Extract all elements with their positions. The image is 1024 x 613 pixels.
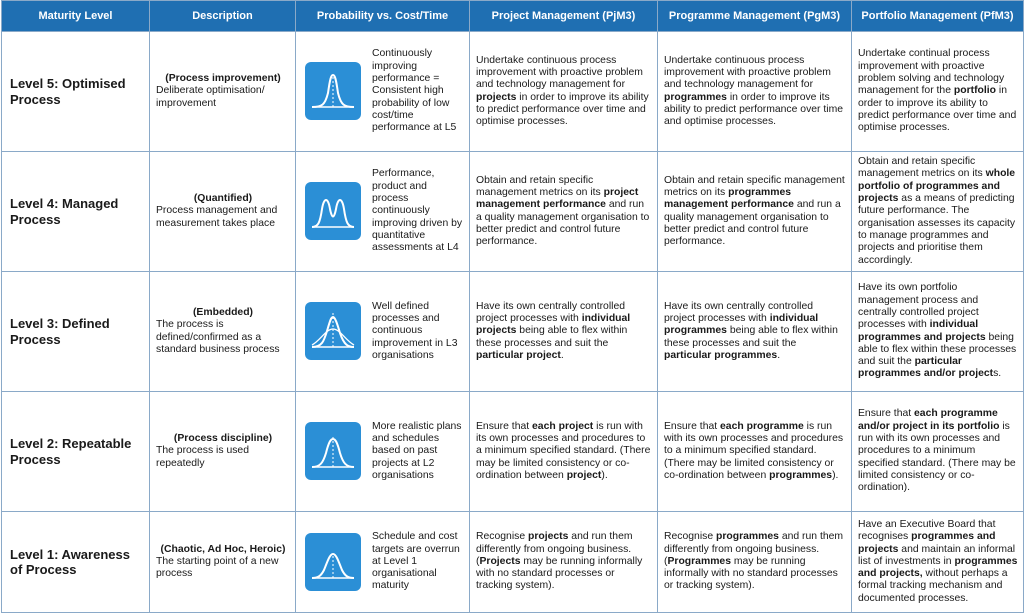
double-peak-curve-icon bbox=[304, 181, 362, 241]
cell-text: . bbox=[777, 349, 781, 361]
highlighted-text: programmes and projects bbox=[858, 531, 996, 555]
description-heading: (Chaotic, Ad Hoc, Heroic) bbox=[160, 543, 286, 555]
cell-text: in order to improve its ability to predict performance over time and optimise processes. bbox=[664, 91, 844, 128]
highlighted-text: individual programmes and projects bbox=[858, 319, 986, 343]
overlapping-curves-icon bbox=[304, 301, 362, 361]
cell-text: being able to flex within these processes and suit the bbox=[664, 325, 838, 349]
cell-text: and run a quality management organisation to better predict and control future performance. bbox=[664, 199, 841, 248]
header-probability: Probability vs. Cost/Time bbox=[296, 1, 470, 32]
highlighted-text: individual projects bbox=[476, 313, 631, 337]
maturity-level-cell: Level 1: Awareness of Process bbox=[2, 512, 150, 613]
cell-text: as a means of predicting future performance. The organisation assesses its capacity to manage programmes and projects and prioritise them accordingly. bbox=[858, 193, 1016, 266]
cell-text: Ensure that bbox=[858, 408, 915, 420]
maturity-level-cell: Level 4: Managed Process bbox=[2, 152, 150, 272]
portfolio-management-cell bbox=[852, 32, 1024, 152]
header-description: Description bbox=[150, 1, 296, 32]
cell-text: Undertake continuous process improvement with proactive problem and technology management for bbox=[664, 54, 831, 91]
programme-management-cell bbox=[658, 32, 852, 152]
cell-text: being able to flex within these processes and suit the bbox=[858, 331, 1017, 368]
header-programme-management: Programme Management (PgM3) bbox=[658, 1, 852, 32]
highlighted-text: portfolio bbox=[953, 85, 997, 97]
probability-text: Well defined processes and continuous improvement in L3 organisations bbox=[372, 300, 458, 361]
portfolio-management-cell bbox=[852, 392, 1024, 512]
cell-text: and run them differently from ongoing business. ( bbox=[664, 531, 844, 567]
portfolio-management-cell bbox=[852, 152, 1024, 272]
description-cell bbox=[150, 32, 296, 152]
header-portfolio-management: Portfolio Management (PfM3) bbox=[852, 1, 1024, 32]
description-text: The process is defined/confirmed as a standard business process bbox=[156, 319, 280, 355]
highlighted-text: programmes management performance bbox=[664, 186, 794, 211]
highlighted-text: each programme bbox=[720, 420, 804, 432]
highlighted-text: programmes bbox=[664, 91, 727, 103]
maturity-table bbox=[1, 0, 1024, 613]
cell-text: Recognise bbox=[476, 531, 528, 543]
cell-text: Undertake continuous process improvement with proactive problem and technology management for bbox=[476, 54, 643, 91]
bell-curve-icon bbox=[304, 421, 362, 481]
portfolio-management-cell bbox=[852, 272, 1024, 392]
probability-cell bbox=[296, 32, 470, 152]
programme-management-cell bbox=[658, 512, 852, 613]
highlighted-text: particular programmes and/or project bbox=[858, 356, 994, 380]
maturity-level-cell: Level 3: Defined Process bbox=[2, 272, 150, 392]
cell-text: Obtain and retain specific management metrics on its bbox=[476, 174, 604, 198]
table-row bbox=[2, 512, 1024, 613]
description-text: Process management and measurement takes place bbox=[156, 205, 278, 229]
cell-text: may be running informally with no standard processes or tracking system). bbox=[664, 555, 838, 592]
project-management-cell bbox=[470, 392, 658, 512]
cell-text: without perhaps a formal tracking mechanism and documented processes. bbox=[858, 568, 1008, 604]
table-row bbox=[2, 152, 1024, 272]
highlighted-text: individual programmes bbox=[664, 313, 819, 337]
probability-text: Performance, product and process continuously improving driven by quantitative assessments at L4 bbox=[372, 168, 463, 254]
cell-text: ). bbox=[832, 469, 839, 481]
highlighted-text: project management performance bbox=[476, 186, 639, 211]
maturity-level-cell: Level 2: Repeatable Process bbox=[2, 392, 150, 512]
highlighted-text: each project bbox=[532, 420, 594, 432]
project-management-cell bbox=[470, 152, 658, 272]
project-management-cell bbox=[470, 32, 658, 152]
probability-cell bbox=[296, 512, 470, 613]
cell-text: Have its own portfolio management process and centrally controlled project processes with bbox=[858, 282, 979, 331]
description-cell bbox=[150, 512, 296, 613]
cell-text: Have an Executive Board that recognises bbox=[858, 518, 996, 543]
description-cell bbox=[150, 272, 296, 392]
cell-text: is run with its own processes and procedures to a minimum specified standard. (There may be limited consistency or co-ordination between bbox=[664, 420, 844, 481]
description-text: Deliberate optimisation/ improvement bbox=[156, 85, 265, 109]
header-row bbox=[2, 1, 1024, 32]
description-text: The starting point of a new process bbox=[156, 555, 279, 580]
cell-text: Ensure that bbox=[664, 420, 721, 432]
probability-cell bbox=[296, 152, 470, 272]
probability-text: More realistic plans and schedules based on past projects at L2 organisations bbox=[372, 420, 462, 481]
highlighted-text: project bbox=[566, 469, 602, 481]
highlighted-text: Programmes bbox=[667, 555, 731, 567]
table-row bbox=[2, 392, 1024, 512]
probability-cell bbox=[296, 392, 470, 512]
highlighted-text: programmes and projects, bbox=[858, 555, 1018, 580]
programme-management-cell bbox=[658, 152, 852, 272]
highlighted-text: particular programmes bbox=[664, 349, 778, 361]
description-heading: (Process improvement) bbox=[165, 73, 281, 85]
highlighted-text: Projects bbox=[479, 555, 521, 567]
probability-text: Continuously improving performance = Consistent high probability of low cost/time performance at L5 bbox=[372, 48, 457, 134]
highlighted-text: each programme and/or project in its portfolio bbox=[858, 408, 1000, 432]
description-text: The process is used repeatedly bbox=[156, 445, 249, 469]
cell-text: Have its own centrally controlled project processes with bbox=[664, 300, 814, 325]
probability-cell bbox=[296, 272, 470, 392]
highlighted-text: whole portfolio of programmes and projects bbox=[858, 168, 1016, 205]
header-maturity-level: Maturity Level bbox=[2, 1, 150, 32]
probability-text: Schedule and cost targets are overrun at Level 1 organisational maturity bbox=[372, 531, 460, 592]
highlighted-text: programmes bbox=[715, 531, 779, 543]
table-row bbox=[2, 32, 1024, 152]
cell-text: and maintain an informal list of investments in bbox=[858, 543, 1016, 567]
project-management-cell bbox=[470, 512, 658, 613]
cell-text: Undertake continual process improvement with proactive problem solving and technology management for the bbox=[858, 48, 1005, 97]
highlighted-text: programmes bbox=[769, 469, 833, 481]
cell-text: being able to flex within these processes and suit the bbox=[476, 325, 628, 349]
cell-text: Obtain and retain specific management metrics on its bbox=[858, 156, 986, 180]
description-heading: (Process discipline) bbox=[173, 433, 273, 445]
cell-text: Ensure that bbox=[476, 420, 533, 432]
highlighted-text: projects bbox=[527, 531, 569, 543]
project-management-cell bbox=[470, 272, 658, 392]
description-heading: (Embedded) bbox=[192, 306, 254, 318]
table-row bbox=[2, 272, 1024, 392]
cell-text: is run with its own processes and procedures to a minimum specified standard. (There may be limited consistency or co-ordination between bbox=[476, 420, 651, 481]
portfolio-management-cell bbox=[852, 512, 1024, 613]
cell-text: in order to improve its ability to predict performance over time and optimise processes. bbox=[858, 85, 1017, 134]
maturity-level-cell: Level 5: Optimised Process bbox=[2, 32, 150, 152]
description-heading: (Quantified) bbox=[193, 193, 253, 205]
narrow-bell-curve-icon bbox=[304, 61, 362, 121]
description-cell bbox=[150, 152, 296, 272]
cell-text: and run a quality management organisation to better predict and control future performance. bbox=[476, 199, 650, 248]
highlighted-text: particular project bbox=[476, 349, 561, 361]
cell-text: may be running informally with no standard processes or tracking system). bbox=[476, 555, 643, 592]
cell-text: . bbox=[560, 349, 564, 361]
cell-text: Obtain and retain specific management metrics on its bbox=[664, 174, 845, 198]
cell-text: s. bbox=[993, 368, 1002, 380]
cell-text: in order to improve its ability to predict performance over time and optimise processes. bbox=[476, 91, 649, 128]
cell-text: Recognise bbox=[664, 531, 716, 543]
cell-text: is run with its own processes and procedures to a minimum specified standard. (There may be limited consistency or co-ordination). bbox=[858, 420, 1016, 494]
cell-text: and run them differently from ongoing business. ( bbox=[476, 531, 633, 567]
highlighted-text: projects bbox=[476, 91, 517, 103]
cell-text: ). bbox=[601, 469, 608, 481]
description-cell bbox=[150, 392, 296, 512]
programme-management-cell bbox=[658, 272, 852, 392]
programme-management-cell bbox=[658, 392, 852, 512]
cell-text: Have its own centrally controlled project processes with bbox=[476, 300, 626, 325]
header-project-management: Project Management (PjM3) bbox=[470, 1, 658, 32]
wide-bell-curve-icon bbox=[304, 532, 362, 592]
